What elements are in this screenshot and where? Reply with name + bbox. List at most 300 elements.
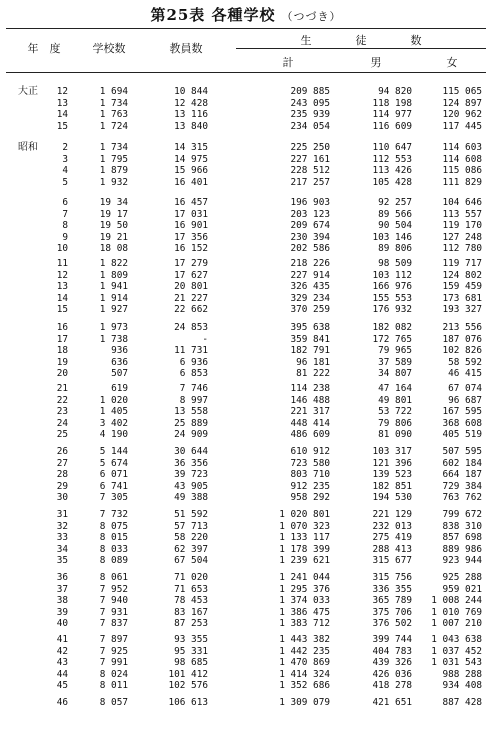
table-row — [0, 383, 492, 395]
female-cell: 213 556 — [442, 322, 482, 333]
teachers-cell: 15 966 — [174, 165, 208, 177]
year-cell: 27 — [56, 457, 68, 469]
year-cell: 46 — [56, 697, 68, 708]
teachers-cell: 30 644 — [174, 446, 208, 457]
male-cell: 439 326 — [372, 657, 412, 669]
table-row — [0, 304, 492, 316]
teachers-cell: 67 504 — [174, 555, 208, 567]
year-cell: 24 — [56, 417, 68, 429]
year-cell: 41 — [56, 634, 68, 645]
female-cell: 58 592 — [448, 356, 482, 368]
female-cell: 173 681 — [442, 292, 482, 304]
total-cell: 227 161 — [290, 153, 330, 165]
table-row — [0, 121, 492, 133]
year-cell: 32 — [56, 520, 68, 532]
total-cell: 1 352 686 — [279, 680, 330, 692]
female-cell: 405 519 — [442, 429, 482, 441]
female-cell: 193 327 — [442, 304, 482, 316]
year-cell: 12 — [56, 269, 68, 281]
teachers-cell: 21 227 — [174, 292, 208, 304]
row-group — [0, 383, 492, 441]
male-cell: 375 706 — [372, 606, 412, 618]
female-cell: 1 037 452 — [431, 645, 482, 657]
male-cell: 49 801 — [378, 394, 412, 406]
teachers-cell: 43 905 — [174, 480, 208, 492]
female-cell: 729 384 — [442, 480, 482, 492]
schools-cell: 1 738 — [99, 333, 128, 345]
row-group — [0, 697, 492, 709]
schools-cell: 1 763 — [99, 109, 128, 121]
total-cell: 202 586 — [290, 243, 330, 255]
schools-cell: 1 932 — [99, 176, 128, 188]
table-row — [0, 521, 492, 533]
table-title-suffix: （つづき） — [281, 10, 342, 23]
female-cell: 124 897 — [442, 97, 482, 109]
total-cell: 1 178 399 — [279, 543, 330, 555]
teachers-cell: 49 388 — [174, 492, 208, 504]
teachers-cell: 20 801 — [174, 281, 208, 293]
header-year: 年 度 — [27, 42, 61, 55]
female-cell: 115 065 — [442, 86, 482, 97]
male-cell: 116 609 — [372, 120, 412, 132]
teachers-cell: 95 331 — [174, 645, 208, 657]
teachers-cell: 102 576 — [168, 680, 208, 692]
female-cell: 119 170 — [442, 220, 482, 232]
table-row — [0, 680, 492, 692]
male-cell: 103 317 — [372, 446, 412, 457]
female-cell: 857 698 — [442, 532, 482, 544]
table-row — [0, 532, 492, 544]
table-row — [0, 646, 492, 658]
header-female: 女 — [446, 56, 458, 69]
table-row — [0, 618, 492, 630]
female-cell: 104 646 — [442, 197, 482, 208]
year-cell: 8 — [62, 220, 68, 232]
female-cell: 664 187 — [442, 469, 482, 481]
schools-cell: 619 — [111, 383, 128, 394]
female-cell: 159 459 — [442, 281, 482, 293]
male-cell: 98 509 — [378, 258, 412, 269]
male-cell: 399 744 — [372, 634, 412, 645]
schools-cell: 8 089 — [99, 555, 128, 567]
table-row — [0, 429, 492, 441]
male-cell: 89 806 — [378, 243, 412, 255]
female-cell: 119 717 — [442, 258, 482, 269]
male-cell: 79 965 — [378, 345, 412, 357]
schools-cell: 1 927 — [99, 304, 128, 316]
table-row — [0, 98, 492, 110]
total-cell: 1 414 324 — [279, 668, 330, 680]
schools-cell: 1 694 — [99, 86, 128, 97]
teachers-cell: 106 613 — [168, 697, 208, 708]
year-cell: 11 — [56, 258, 68, 269]
teachers-cell: 16 401 — [174, 176, 208, 188]
teachers-cell: 71 020 — [174, 572, 208, 583]
table-row — [0, 109, 492, 121]
year-cell: 21 — [56, 383, 68, 394]
male-cell: 37 589 — [378, 356, 412, 368]
schools-cell: 8 057 — [99, 697, 128, 708]
schools-cell: 1 822 — [99, 258, 128, 269]
total-cell: 81 222 — [296, 368, 330, 380]
male-cell: 112 553 — [372, 153, 412, 165]
male-cell: 182 851 — [372, 480, 412, 492]
teachers-cell: 83 167 — [174, 606, 208, 618]
year-cell: 42 — [56, 645, 68, 657]
total-cell: 225 250 — [290, 142, 330, 153]
table-row — [0, 492, 492, 504]
total-cell: 1 070 323 — [279, 520, 330, 532]
schools-cell: 507 — [111, 368, 128, 380]
female-cell: 1 010 769 — [431, 606, 482, 618]
year-cell: 7 — [62, 208, 68, 220]
total-cell: 329 234 — [290, 292, 330, 304]
male-cell: 105 428 — [372, 176, 412, 188]
total-cell: 1 309 079 — [279, 697, 330, 708]
total-cell: 243 095 — [290, 97, 330, 109]
schools-cell: 636 — [111, 356, 128, 368]
male-cell: 155 553 — [372, 292, 412, 304]
total-cell: 1 386 475 — [279, 606, 330, 618]
male-cell: 172 765 — [372, 333, 412, 345]
table-row — [0, 584, 492, 596]
female-cell: 889 986 — [442, 543, 482, 555]
schools-cell: 1 879 — [99, 165, 128, 177]
header-schools: 学校数 — [92, 42, 126, 55]
male-cell: 315 756 — [372, 572, 412, 583]
female-cell: 799 672 — [442, 509, 482, 520]
schools-cell: 936 — [111, 345, 128, 357]
female-cell: 167 595 — [442, 406, 482, 418]
header-male: 男 — [370, 56, 382, 69]
female-cell: 111 829 — [442, 176, 482, 188]
male-cell: 365 789 — [372, 595, 412, 607]
table-row — [0, 220, 492, 232]
male-cell: 176 932 — [372, 304, 412, 316]
header-bottom-rule — [6, 72, 486, 73]
teachers-cell: 16 152 — [174, 243, 208, 255]
row-group — [0, 634, 492, 692]
total-cell: 1 374 033 — [279, 595, 330, 607]
female-cell: 120 962 — [442, 109, 482, 121]
schools-cell: 19 34 — [99, 197, 128, 208]
row-group — [0, 258, 492, 316]
table-row — [0, 86, 492, 98]
teachers-cell: 51 592 — [174, 509, 208, 520]
male-cell: 92 257 — [378, 197, 412, 208]
male-cell: 232 013 — [372, 520, 412, 532]
female-cell: 1 007 210 — [431, 618, 482, 630]
teachers-cell: 6 853 — [179, 368, 208, 380]
row-group — [0, 572, 492, 630]
male-cell: 376 502 — [372, 618, 412, 630]
female-cell: 368 608 — [442, 417, 482, 429]
schools-cell: 1 795 — [99, 153, 128, 165]
schools-cell: 7 931 — [99, 606, 128, 618]
table-row — [0, 595, 492, 607]
schools-cell: 1 914 — [99, 292, 128, 304]
total-cell: 370 259 — [290, 304, 330, 316]
table-row — [0, 418, 492, 430]
year-cell: 37 — [56, 583, 68, 595]
female-cell: 1 043 638 — [431, 634, 482, 645]
table-row — [0, 154, 492, 166]
schools-cell: 8 075 — [99, 520, 128, 532]
total-cell: 114 238 — [290, 383, 330, 394]
total-cell: 1 442 235 — [279, 645, 330, 657]
total-cell: 196 903 — [290, 197, 330, 208]
year-cell: 2 — [62, 142, 68, 153]
row-group — [0, 509, 492, 567]
female-cell: 127 248 — [442, 231, 482, 243]
male-cell: 118 198 — [372, 97, 412, 109]
year-cell: 36 — [56, 572, 68, 583]
female-cell: 112 780 — [442, 243, 482, 255]
header-teachers: 教員数 — [169, 42, 203, 55]
table-row — [0, 634, 492, 646]
year-cell: 44 — [56, 668, 68, 680]
total-cell: 228 512 — [290, 165, 330, 177]
male-cell: 79 806 — [378, 417, 412, 429]
table-row — [0, 697, 492, 709]
table-row — [0, 270, 492, 282]
header-students: 生 徒 数 — [300, 34, 422, 47]
year-cell: 6 — [62, 197, 68, 208]
year-cell: 25 — [56, 429, 68, 441]
table-row — [0, 232, 492, 244]
female-cell: 46 415 — [448, 368, 482, 380]
year-cell: 12 — [56, 86, 68, 97]
total-cell: 1 470 869 — [279, 657, 330, 669]
total-cell: 146 488 — [290, 394, 330, 406]
teachers-cell: 98 685 — [174, 657, 208, 669]
female-cell: 507 595 — [442, 446, 482, 457]
table-row — [0, 509, 492, 521]
teachers-cell: 11 731 — [174, 345, 208, 357]
row-group — [0, 322, 492, 380]
schools-cell: 8 024 — [99, 668, 128, 680]
era-cell: 昭和 — [18, 142, 38, 153]
female-cell: 115 086 — [442, 165, 482, 177]
year-cell: 26 — [56, 446, 68, 457]
table-row — [0, 481, 492, 493]
male-cell: 418 278 — [372, 680, 412, 692]
table-row — [0, 345, 492, 357]
era-cell: 大正 — [18, 86, 38, 97]
table-row — [0, 281, 492, 293]
table-row — [0, 165, 492, 177]
schools-cell: 7 732 — [99, 509, 128, 520]
male-cell: 90 504 — [378, 220, 412, 232]
schools-cell: 18 08 — [99, 243, 128, 255]
total-cell: 1 383 712 — [279, 618, 330, 630]
year-cell: 29 — [56, 480, 68, 492]
total-cell: 486 609 — [290, 429, 330, 441]
schools-cell: 8 015 — [99, 532, 128, 544]
table-row — [0, 258, 492, 270]
male-cell: 139 523 — [372, 469, 412, 481]
teachers-cell: 36 356 — [174, 457, 208, 469]
male-cell: 221 129 — [372, 509, 412, 520]
year-cell: 28 — [56, 469, 68, 481]
year-cell: 9 — [62, 231, 68, 243]
female-cell: 923 944 — [442, 555, 482, 567]
total-cell: 610 912 — [290, 446, 330, 457]
male-cell: 426 036 — [372, 668, 412, 680]
male-cell: 94 820 — [378, 86, 412, 97]
year-cell: 39 — [56, 606, 68, 618]
schools-cell: 19 50 — [99, 220, 128, 232]
total-cell: 227 914 — [290, 269, 330, 281]
teachers-cell: 13 840 — [174, 120, 208, 132]
schools-cell: 1 809 — [99, 269, 128, 281]
table-row — [0, 555, 492, 567]
teachers-cell: 93 355 — [174, 634, 208, 645]
male-cell: 34 807 — [378, 368, 412, 380]
header-total: 計 — [282, 56, 294, 69]
row-group — [0, 446, 492, 504]
schools-cell: 3 402 — [99, 417, 128, 429]
teachers-cell: 14 315 — [174, 142, 208, 153]
total-cell: 1 239 621 — [279, 555, 330, 567]
teachers-cell: 16 457 — [174, 197, 208, 208]
year-cell: 38 — [56, 595, 68, 607]
total-cell: 1 241 044 — [279, 572, 330, 583]
female-cell: 67 074 — [448, 383, 482, 394]
schools-cell: 1 973 — [99, 322, 128, 333]
teachers-cell: 13 558 — [174, 406, 208, 418]
year-cell: 19 — [56, 356, 68, 368]
schools-cell: 7 837 — [99, 618, 128, 630]
schools-cell: 6 741 — [99, 480, 128, 492]
schools-cell: 7 925 — [99, 645, 128, 657]
table-title — [0, 4, 492, 25]
schools-cell: 8 033 — [99, 543, 128, 555]
year-cell: 45 — [56, 680, 68, 692]
teachers-cell: 8 997 — [179, 394, 208, 406]
teachers-cell: 24 909 — [174, 429, 208, 441]
male-cell: 110 647 — [372, 142, 412, 153]
male-cell: 121 396 — [372, 457, 412, 469]
teachers-cell: 13 116 — [174, 109, 208, 121]
teachers-cell: 6 936 — [179, 356, 208, 368]
year-cell: 33 — [56, 532, 68, 544]
table-row — [0, 368, 492, 380]
male-cell: 315 677 — [372, 555, 412, 567]
schools-cell: 7 940 — [99, 595, 128, 607]
total-cell: 803 710 — [290, 469, 330, 481]
female-cell: 602 184 — [442, 457, 482, 469]
male-cell: 182 082 — [372, 322, 412, 333]
year-cell: 40 — [56, 618, 68, 630]
total-cell: 209 674 — [290, 220, 330, 232]
year-cell: 5 — [62, 176, 68, 188]
year-cell: 23 — [56, 406, 68, 418]
year-cell: 10 — [56, 243, 68, 255]
row-group — [0, 142, 492, 188]
teachers-cell: 25 889 — [174, 417, 208, 429]
teachers-cell: 62 397 — [174, 543, 208, 555]
total-cell: 958 292 — [290, 492, 330, 504]
table-row — [0, 334, 492, 346]
female-cell: 763 762 — [442, 492, 482, 504]
year-cell: 3 — [62, 153, 68, 165]
male-cell: 103 112 — [372, 269, 412, 281]
male-cell: 336 355 — [372, 583, 412, 595]
total-cell: 182 791 — [290, 345, 330, 357]
schools-cell: 8 011 — [99, 680, 128, 692]
teachers-cell: 12 428 — [174, 97, 208, 109]
schools-cell: 1 020 — [99, 394, 128, 406]
teachers-cell: 10 844 — [174, 86, 208, 97]
male-cell: 275 419 — [372, 532, 412, 544]
teachers-cell: 16 901 — [174, 220, 208, 232]
table-row — [0, 572, 492, 584]
schools-cell: 5 674 — [99, 457, 128, 469]
table-row — [0, 446, 492, 458]
table-row — [0, 607, 492, 619]
male-cell: 288 413 — [372, 543, 412, 555]
female-cell: 1 008 244 — [431, 595, 482, 607]
total-cell: 96 181 — [296, 356, 330, 368]
year-cell: 14 — [56, 109, 68, 121]
teachers-cell: 22 662 — [174, 304, 208, 316]
table-row — [0, 357, 492, 369]
total-cell: 1 020 801 — [279, 509, 330, 520]
male-cell: 166 976 — [372, 281, 412, 293]
table-row — [0, 142, 492, 154]
male-cell: 194 530 — [372, 492, 412, 504]
male-cell: 53 722 — [378, 406, 412, 418]
total-cell: 217 257 — [290, 176, 330, 188]
table-row — [0, 406, 492, 418]
table-row — [0, 197, 492, 209]
schools-cell: 8 061 — [99, 572, 128, 583]
teachers-cell: 17 279 — [174, 258, 208, 269]
female-cell: 887 428 — [442, 697, 482, 708]
year-cell: 18 — [56, 345, 68, 357]
year-cell: 43 — [56, 657, 68, 669]
total-cell: 1 295 376 — [279, 583, 330, 595]
teachers-cell: 24 853 — [174, 322, 208, 333]
total-cell: 209 885 — [290, 86, 330, 97]
schools-cell: 1 724 — [99, 120, 128, 132]
teachers-cell: 101 412 — [168, 668, 208, 680]
schools-cell: 4 190 — [99, 429, 128, 441]
male-cell: 89 566 — [378, 208, 412, 220]
female-cell: 925 288 — [442, 572, 482, 583]
schools-cell: 1 734 — [99, 97, 128, 109]
male-cell: 404 783 — [372, 645, 412, 657]
total-cell: 218 226 — [290, 258, 330, 269]
teachers-cell: 14 975 — [174, 153, 208, 165]
female-cell: 114 603 — [442, 142, 482, 153]
female-cell: 838 310 — [442, 520, 482, 532]
teachers-cell: 71 653 — [174, 583, 208, 595]
female-cell: 114 608 — [442, 153, 482, 165]
total-cell: 234 054 — [290, 120, 330, 132]
female-cell: 934 408 — [442, 680, 482, 692]
table-row — [0, 209, 492, 221]
schools-cell: 19 21 — [99, 231, 128, 243]
teachers-cell: 17 356 — [174, 231, 208, 243]
teachers-cell: 17 627 — [174, 269, 208, 281]
year-cell: 4 — [62, 165, 68, 177]
teachers-cell: 17 031 — [174, 208, 208, 220]
female-cell: 187 076 — [442, 333, 482, 345]
schools-cell: 1 734 — [99, 142, 128, 153]
schools-cell: 5 144 — [99, 446, 128, 457]
